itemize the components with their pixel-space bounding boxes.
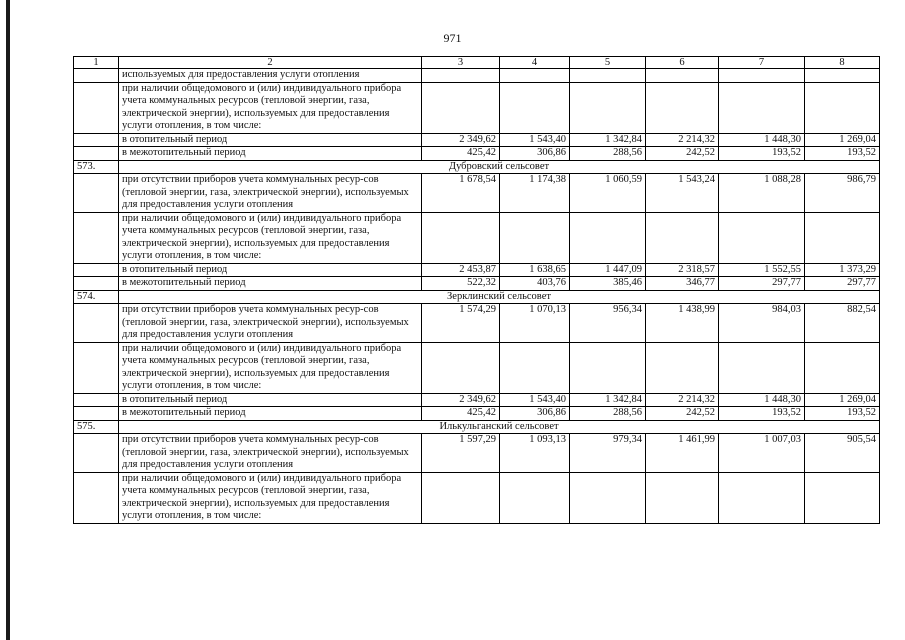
value-cell [719,212,805,263]
value-cell: 956,34 [570,304,646,343]
value-cell [570,69,646,83]
section-header-row [74,290,880,304]
value-cell: 1 461,99 [646,434,719,473]
value-cell: 986,79 [805,174,880,213]
value-cell: 1 093,13 [500,434,570,473]
value-cell: 1 543,40 [500,133,570,147]
row-number [74,393,119,407]
value-cell [500,472,570,523]
table-row [74,263,880,277]
table-row [74,342,880,393]
value-cell: 1 448,30 [719,133,805,147]
value-cell [422,212,500,263]
value-cell: 979,34 [570,434,646,473]
value-cell: 306,86 [500,407,570,421]
value-cell [570,342,646,393]
table-row [74,69,880,83]
tariff-table [73,56,880,524]
value-cell: 1 543,40 [500,393,570,407]
row-number [74,69,119,83]
value-cell [805,212,880,263]
value-cell: 1 447,09 [570,263,646,277]
row-number [74,147,119,161]
value-cell: 242,52 [646,407,719,421]
table-row [74,393,880,407]
value-cell: 306,86 [500,147,570,161]
value-cell [805,342,880,393]
row-description: в межотопительный период [119,407,422,421]
row-description: при наличии общедомового и (или) индивидуального прибора учета коммунальных ресурсов (тепловой энергии, газа, электрической энергии), используемых для предоставления услуги отопления, в том числе: [119,472,422,523]
value-cell [422,472,500,523]
value-cell [570,212,646,263]
column-number: 1 [74,57,119,69]
value-cell [646,82,719,133]
value-cell: 2 349,62 [422,393,500,407]
row-number [74,263,119,277]
row-description: используемых для предоставления услуги отопления [119,69,422,83]
table-row [74,133,880,147]
value-cell: 522,32 [422,277,500,291]
row-description: в отопительный период [119,133,422,147]
column-number: 3 [422,57,500,69]
section-title: Илькульганский сельсовет [119,420,880,434]
value-cell: 242,52 [646,147,719,161]
row-description: при отсутствии приборов учета коммунальных ресур-сов (тепловой энергии, газа, электрической энергии), используемых для предоставления услуги отопления [119,174,422,213]
row-description: в межотопительный период [119,277,422,291]
section-header-row [74,420,880,434]
value-cell: 1 060,59 [570,174,646,213]
value-cell: 1 342,84 [570,393,646,407]
value-cell: 288,56 [570,147,646,161]
value-cell: 425,42 [422,147,500,161]
value-cell: 984,03 [719,304,805,343]
row-number [74,434,119,473]
value-cell: 403,76 [500,277,570,291]
row-description: при отсутствии приборов учета коммунальных ресур-сов (тепловой энергии, газа, электрической энергии), используемых для предоставления услуги отопления [119,304,422,343]
value-cell: 1 373,29 [805,263,880,277]
value-cell: 1 678,54 [422,174,500,213]
row-number [74,82,119,133]
value-cell: 2 318,57 [646,263,719,277]
value-cell: 1 574,29 [422,304,500,343]
table-row [74,82,880,133]
value-cell [570,82,646,133]
column-number: 7 [719,57,805,69]
page-number: 971 [443,31,462,45]
column-number: 8 [805,57,880,69]
table-row [74,174,880,213]
value-cell: 1 174,38 [500,174,570,213]
row-description: в отопительный период [119,263,422,277]
value-cell: 1 088,28 [719,174,805,213]
value-cell: 2 349,62 [422,133,500,147]
value-cell [500,342,570,393]
table-body [74,57,880,524]
value-cell [570,472,646,523]
value-cell [422,342,500,393]
value-cell: 193,52 [719,407,805,421]
value-cell: 193,52 [805,147,880,161]
value-cell: 297,77 [719,277,805,291]
value-cell [422,82,500,133]
table-row [74,434,880,473]
value-cell [719,69,805,83]
value-cell: 1 007,03 [719,434,805,473]
row-number [74,277,119,291]
row-number: 574. [74,290,119,304]
row-number [74,342,119,393]
value-cell [805,472,880,523]
value-cell: 193,52 [805,407,880,421]
value-cell [500,69,570,83]
row-number [74,212,119,263]
column-number: 6 [646,57,719,69]
value-cell [646,342,719,393]
value-cell [646,212,719,263]
row-description: в межотопительный период [119,147,422,161]
value-cell [646,472,719,523]
value-cell: 1 543,24 [646,174,719,213]
column-number: 5 [570,57,646,69]
value-cell [422,69,500,83]
row-number [74,407,119,421]
table-row [74,304,880,343]
value-cell: 882,54 [805,304,880,343]
row-number [74,174,119,213]
value-cell: 1 269,04 [805,393,880,407]
value-cell: 1 070,13 [500,304,570,343]
table-row [74,277,880,291]
value-cell: 385,46 [570,277,646,291]
value-cell: 2 214,32 [646,133,719,147]
value-cell: 1 552,55 [719,263,805,277]
row-number [74,304,119,343]
row-number [74,133,119,147]
value-cell: 2 214,32 [646,393,719,407]
value-cell: 905,54 [805,434,880,473]
value-cell [805,69,880,83]
row-description: при наличии общедомового и (или) индивидуального прибора учета коммунальных ресурсов (тепловой энергии, газа, электрической энергии), используемых для предоставления услуги отопления, в том числе: [119,82,422,133]
value-cell: 288,56 [570,407,646,421]
value-cell: 1 638,65 [500,263,570,277]
value-cell [500,212,570,263]
row-number: 573. [74,160,119,174]
value-cell [500,82,570,133]
value-cell: 1 438,99 [646,304,719,343]
scan-edge-bar [6,0,10,640]
value-cell: 1 448,30 [719,393,805,407]
value-cell: 2 453,87 [422,263,500,277]
section-title: Дубровский сельсовет [119,160,880,174]
row-description: при наличии общедомового и (или) индивидуального прибора учета коммунальных ресурсов (тепловой энергии, газа, электрической энергии), используемых для предоставления услуги отопления, в том числе: [119,342,422,393]
row-description: при отсутствии приборов учета коммунальных ресур-сов (тепловой энергии, газа, электрической энергии), используемых для предоставления услуги отопления [119,434,422,473]
row-number: 575. [74,420,119,434]
row-description: в отопительный период [119,393,422,407]
column-number-row [74,57,880,69]
section-header-row [74,160,880,174]
value-cell: 193,52 [719,147,805,161]
row-description: при наличии общедомового и (или) индивидуального прибора учета коммунальных ресурсов (тепловой энергии, газа, электрической энергии), используемых для предоставления услуги отопления, в том числе: [119,212,422,263]
table-row [74,212,880,263]
value-cell [805,82,880,133]
section-title: Зерклинский сельсовет [119,290,880,304]
value-cell [719,342,805,393]
column-number: 2 [119,57,422,69]
value-cell [719,472,805,523]
table-row [74,407,880,421]
value-cell: 1 269,04 [805,133,880,147]
table-row [74,147,880,161]
value-cell: 425,42 [422,407,500,421]
value-cell [646,69,719,83]
value-cell [719,82,805,133]
column-number: 4 [500,57,570,69]
value-cell: 346,77 [646,277,719,291]
table-row [74,472,880,523]
row-number [74,472,119,523]
value-cell: 297,77 [805,277,880,291]
value-cell: 1 342,84 [570,133,646,147]
value-cell: 1 597,29 [422,434,500,473]
